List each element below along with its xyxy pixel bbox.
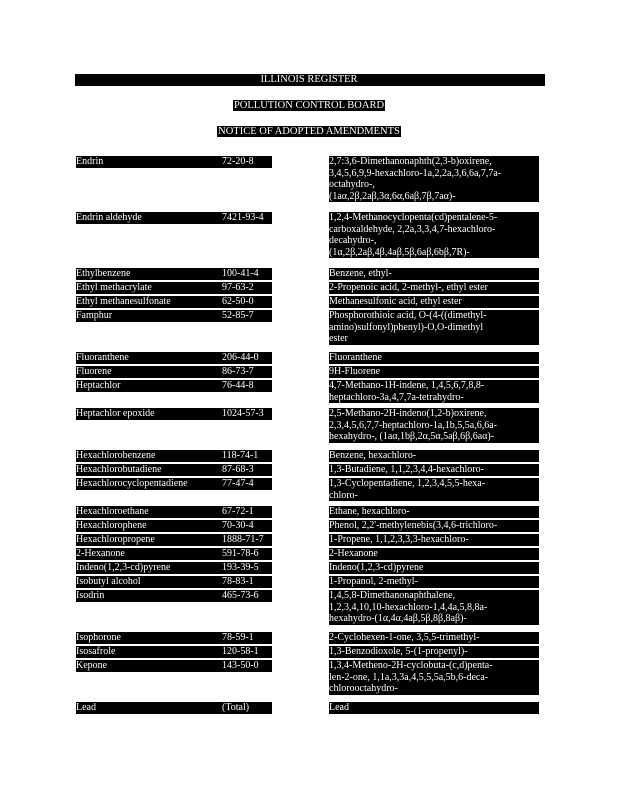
regulatory-name-line: chloro- xyxy=(329,489,358,501)
cas-number: 100-41-4 xyxy=(222,268,272,280)
regulatory-name xyxy=(329,212,539,258)
regulatory-name-line: 1-Propene, 1,1,2,3,3,3-hexachloro- xyxy=(329,534,469,545)
regulatory-name-line: 1,3,4-Metheno-2H-cyclobuta-(c,d)penta- xyxy=(329,660,493,671)
cas-number: 76-44-8 xyxy=(222,380,272,392)
constituent-name: Fluoranthene xyxy=(76,352,222,364)
constituent-name: Heptachlor xyxy=(76,380,222,392)
regulatory-name xyxy=(329,632,539,644)
regulatory-name-line: 1,3-Butadiene, 1,1,2,3,4,4-hexachloro- xyxy=(329,464,484,475)
regulatory-name xyxy=(329,380,539,403)
cas-number: 193-39-5 xyxy=(222,562,272,574)
cas-number: 206-44-0 xyxy=(222,352,272,364)
constituent-name: Isosafrole xyxy=(76,646,222,658)
regulatory-name xyxy=(329,646,539,658)
cas-number: 62-50-0 xyxy=(222,296,272,308)
constituent-name: Kepone xyxy=(76,660,222,672)
regulatory-name xyxy=(329,156,539,202)
cas-number: 87-68-3 xyxy=(222,464,272,476)
cas-number: 591-78-6 xyxy=(222,548,272,560)
cas-number: 143-50-0 xyxy=(222,660,272,672)
regulatory-name-line: 1,2,4-Methanocyclopenta(cd)pentalene-5- xyxy=(329,212,498,223)
regulatory-name-line: Lead xyxy=(329,702,349,713)
constituent-name: Fluorene xyxy=(76,366,222,378)
regulatory-name xyxy=(329,576,539,588)
regulatory-name xyxy=(329,352,539,364)
constituent-name: Hexachloroethane xyxy=(76,506,222,518)
regulatory-name xyxy=(329,702,539,714)
regulatory-name-line: 1,4,5,8-Dimethanonaphthalene, xyxy=(329,590,456,601)
regulatory-name xyxy=(329,548,539,560)
constituent-name: Ethyl methacrylate xyxy=(76,282,222,294)
regulatory-name-line: 1,3-Cyclopentadiene, 1,2,3,4,5,5-hexa- xyxy=(329,478,486,489)
regulatory-name-line: ester xyxy=(329,333,348,344)
constituent-name: Indeno(1,2,3-cd)pyrene xyxy=(76,562,222,574)
regulatory-name-line: hexahydro-, (1aα,1bβ,2α,5α,5aβ,6β,6aα)- xyxy=(329,431,495,442)
constituent-name: Hexachlorobutadiene xyxy=(76,464,222,476)
regulatory-name xyxy=(329,562,539,574)
regulatory-name xyxy=(329,408,539,443)
constituent-name: Hexachlorocyclopentadiene xyxy=(76,478,222,490)
constituent-name: Isophorone xyxy=(76,632,222,644)
regulatory-name xyxy=(329,268,539,280)
regulatory-name-line: 2-Hexanone xyxy=(329,548,378,559)
register-title-text: ILLINOIS REGISTER xyxy=(260,74,358,85)
regulatory-name-line: (1aα,2β,2aβ,3α,6α,6aβ,7β,7aα)- xyxy=(329,190,456,202)
regulatory-name-line: 2-Propenoic acid, 2-methyl-, ethyl ester xyxy=(329,282,488,293)
cas-number: 78-83-1 xyxy=(222,576,272,588)
constituent-name: Isobutyl alcohol xyxy=(76,576,222,588)
regulatory-name-line: 2-Cyclohexen-1-one, 3,5,5-trimethyl- xyxy=(329,632,480,643)
cas-number: 52-85-7 xyxy=(222,310,272,322)
cas-number: 465-73-6 xyxy=(222,590,272,602)
regulatory-name-line: Benzene, hexachloro- xyxy=(329,450,417,461)
regulatory-name-line: 4,7-Methano-1H-indene, 1,4,5,6,7,8,8- xyxy=(329,380,485,391)
constituent-name: Hexachlorophene xyxy=(76,520,222,532)
cas-number: 77-47-4 xyxy=(222,478,272,490)
regulatory-name xyxy=(329,478,539,501)
regulatory-name xyxy=(329,296,539,308)
board-title-text: POLLUTION CONTROL BOARD xyxy=(233,100,385,111)
constituent-name: Endrin xyxy=(76,156,222,168)
notice-title xyxy=(0,126,618,138)
constituent-name: 2-Hexanone xyxy=(76,548,222,560)
regulatory-name-line: amino)sulfonyl)phenyl)-O,O-dimethyl xyxy=(329,321,484,333)
cas-number: 78-59-1 xyxy=(222,632,272,644)
regulatory-name-line: Phosphorothioic acid, O-(4-((dimethyl- xyxy=(329,310,487,321)
regulatory-name xyxy=(329,520,539,532)
constituent-name: Endrin aldehyde xyxy=(76,212,222,224)
regulatory-name xyxy=(329,464,539,476)
cas-number: 1888-71-7 xyxy=(222,534,272,546)
regulatory-name-line: 2,5-Methano-2H-indeno(1,2-b)oxirene, xyxy=(329,408,487,419)
regulatory-name-line: hexahydro-(1α,4α,4aβ,5β,8β,8aβ)- xyxy=(329,613,467,624)
constituent-name: Famphur xyxy=(76,310,222,322)
regulatory-name-line: Benzene, ethyl- xyxy=(329,268,392,279)
regulatory-name-line: octahydro-, xyxy=(329,179,375,190)
regulatory-name-line: chlorooctahydro- xyxy=(329,683,398,694)
cas-number: 70-30-4 xyxy=(222,520,272,532)
cas-number: (Total) xyxy=(222,702,272,714)
regulatory-name xyxy=(329,282,539,294)
register-title xyxy=(0,74,618,86)
regulatory-name-line: 2,7:3,6-Dimethanonaphth(2,3-b)oxirene, xyxy=(329,156,492,167)
cas-number: 1024-57-3 xyxy=(222,408,272,420)
regulatory-name xyxy=(329,506,539,518)
regulatory-name xyxy=(329,450,539,462)
notice-title-text: NOTICE OF ADOPTED AMENDMENTS xyxy=(218,126,400,137)
regulatory-name-line: (1α,2β,2aβ,4β,4aβ,5β,6aβ,6bβ,7R)- xyxy=(329,246,470,258)
regulatory-name-line: Methanesulfonic acid, ethyl ester xyxy=(329,296,462,307)
cas-number: 7421-93-4 xyxy=(222,212,272,224)
regulatory-name xyxy=(329,590,539,625)
constituent-name: Hexachlorobenzene xyxy=(76,450,222,462)
regulatory-name-line: 1,3-Benzodioxole, 5-(1-propenyl)- xyxy=(329,646,468,657)
regulatory-name-line: 3,4,5,6,9,9-hexachloro-1a,2,2a,3,6,6a,7,7a- xyxy=(329,167,502,179)
constituent-name: Heptachlor epoxide xyxy=(76,408,222,420)
regulatory-name-line: len-2-one, 1,1a,3,3a,4,5,5,5a,5b,6-deca- xyxy=(329,671,489,683)
regulatory-name-line: 9H-Fluorene xyxy=(329,366,381,377)
regulatory-name xyxy=(329,534,539,546)
regulatory-name-line: Indeno(1,2,3-cd)pyrene xyxy=(329,562,424,573)
regulatory-name-line: carboxaldehyde, 2,2a,3,3,4,7-hexachloro- xyxy=(329,223,496,235)
regulatory-name-line: decahydro-, xyxy=(329,235,377,246)
cas-number: 97-63-2 xyxy=(222,282,272,294)
cas-number: 120-58-1 xyxy=(222,646,272,658)
regulatory-name-line: Phenol, 2,2'-methylenebis(3,4,6-trichloro- xyxy=(329,520,498,531)
cas-number: 118-74-1 xyxy=(222,450,272,462)
constituent-name: Hexachloropropene xyxy=(76,534,222,546)
regulatory-name-line: 2,3,4,5,6,7,7-heptachloro-1a,1b,5,5a,6,6a- xyxy=(329,419,498,431)
regulatory-name-line: heptachloro-3a,4,7,7a-tetrahydro- xyxy=(329,391,464,403)
regulatory-name-line: 1-Propanol, 2-methyl- xyxy=(329,576,418,587)
constituent-name: Ethylbenzene xyxy=(76,268,222,280)
cas-number: 72-20-8 xyxy=(222,156,272,168)
regulatory-name xyxy=(329,660,539,695)
regulatory-name xyxy=(329,366,539,378)
board-title xyxy=(0,100,618,112)
regulatory-name-line: Fluoranthene xyxy=(329,352,382,363)
cas-number: 67-72-1 xyxy=(222,506,272,518)
regulatory-name-line: 1,2,3,4,10,10-hexachloro-1,4,4a,5,8,8a- xyxy=(329,601,488,613)
constituent-name: Lead xyxy=(76,702,222,714)
regulatory-name-line: Ethane, hexachloro- xyxy=(329,506,410,517)
regulatory-name xyxy=(329,310,539,345)
cas-number: 86-73-7 xyxy=(222,366,272,378)
constituent-name: Ethyl methanesulfonate xyxy=(76,296,222,308)
constituent-name: Isodrin xyxy=(76,590,222,602)
